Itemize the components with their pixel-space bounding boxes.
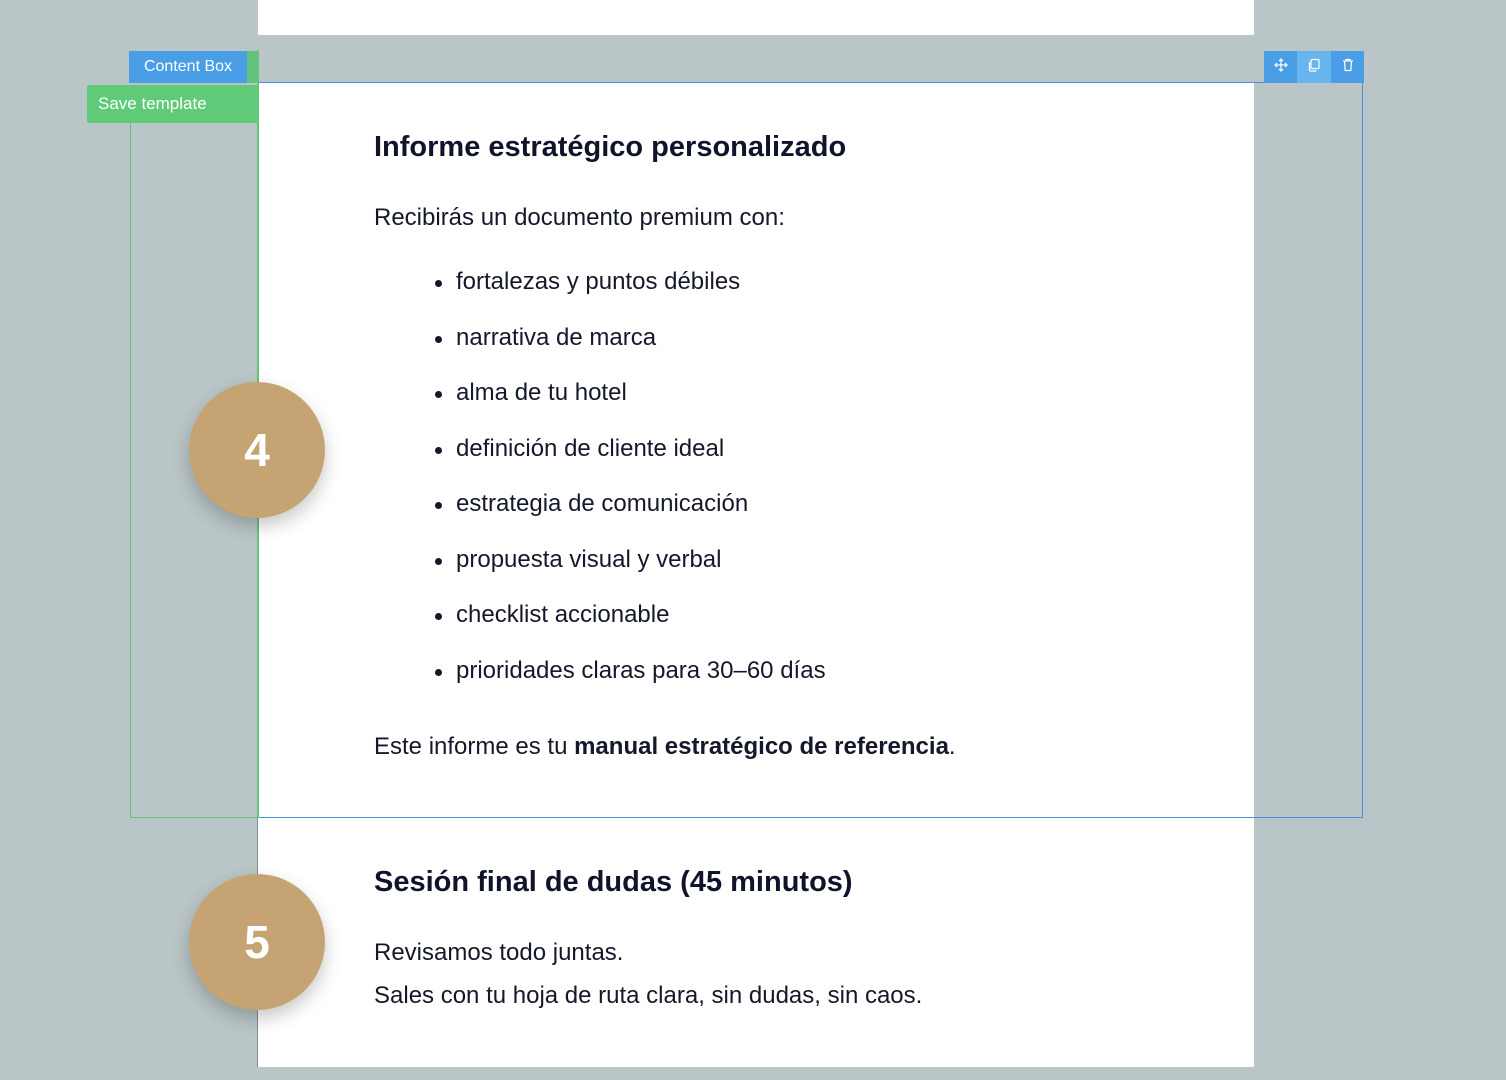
section-title: Informe estratégico personalizado xyxy=(374,131,847,163)
move-icon xyxy=(1274,58,1288,77)
list-item: narrativa de marca xyxy=(432,324,826,380)
section-outro xyxy=(374,733,956,761)
list-item: definición de cliente ideal xyxy=(432,435,826,491)
list-item: propuesta visual y verbal xyxy=(432,546,826,602)
duplicate-icon xyxy=(1307,58,1321,77)
list-item: fortalezas y puntos débiles xyxy=(432,268,826,324)
content-box-toolbar xyxy=(1264,51,1364,83)
content-box-label[interactable]: Content Box xyxy=(129,51,247,83)
list-item: checklist accionable xyxy=(432,601,826,657)
outro-suffix: . xyxy=(948,733,956,760)
deliverables-list xyxy=(432,268,826,712)
list-item: alma de tu hotel xyxy=(432,379,826,435)
duplicate-button[interactable] xyxy=(1297,51,1331,83)
previous-content-card xyxy=(258,0,1254,35)
delete-button[interactable] xyxy=(1331,51,1364,83)
trash-icon xyxy=(1341,58,1355,77)
template-outline-left xyxy=(130,120,131,818)
template-outline-bottom xyxy=(130,817,258,818)
outro-text: Este informe es tu xyxy=(374,733,575,760)
outro-emphasis: manual estratégico de referencia xyxy=(574,733,949,760)
section-title: Sesión final de dudas (45 minutos) xyxy=(374,866,853,898)
save-template-button[interactable]: Save template xyxy=(87,85,259,123)
section-intro: Recibirás un documento premium con: xyxy=(374,204,785,231)
step-number-badge: 5 xyxy=(189,874,325,1010)
section-line: Revisamos todo juntas. xyxy=(374,939,624,966)
section-line: Sales con tu hoja de ruta clara, sin dudas, sin caos. xyxy=(374,982,923,1009)
move-button[interactable] xyxy=(1264,51,1297,83)
list-item: prioridades claras para 30–60 días xyxy=(432,657,826,713)
step-number-badge: 4 xyxy=(189,382,325,518)
list-item: estrategia de comunicación xyxy=(432,490,826,546)
content-box-label-edge xyxy=(247,51,259,83)
